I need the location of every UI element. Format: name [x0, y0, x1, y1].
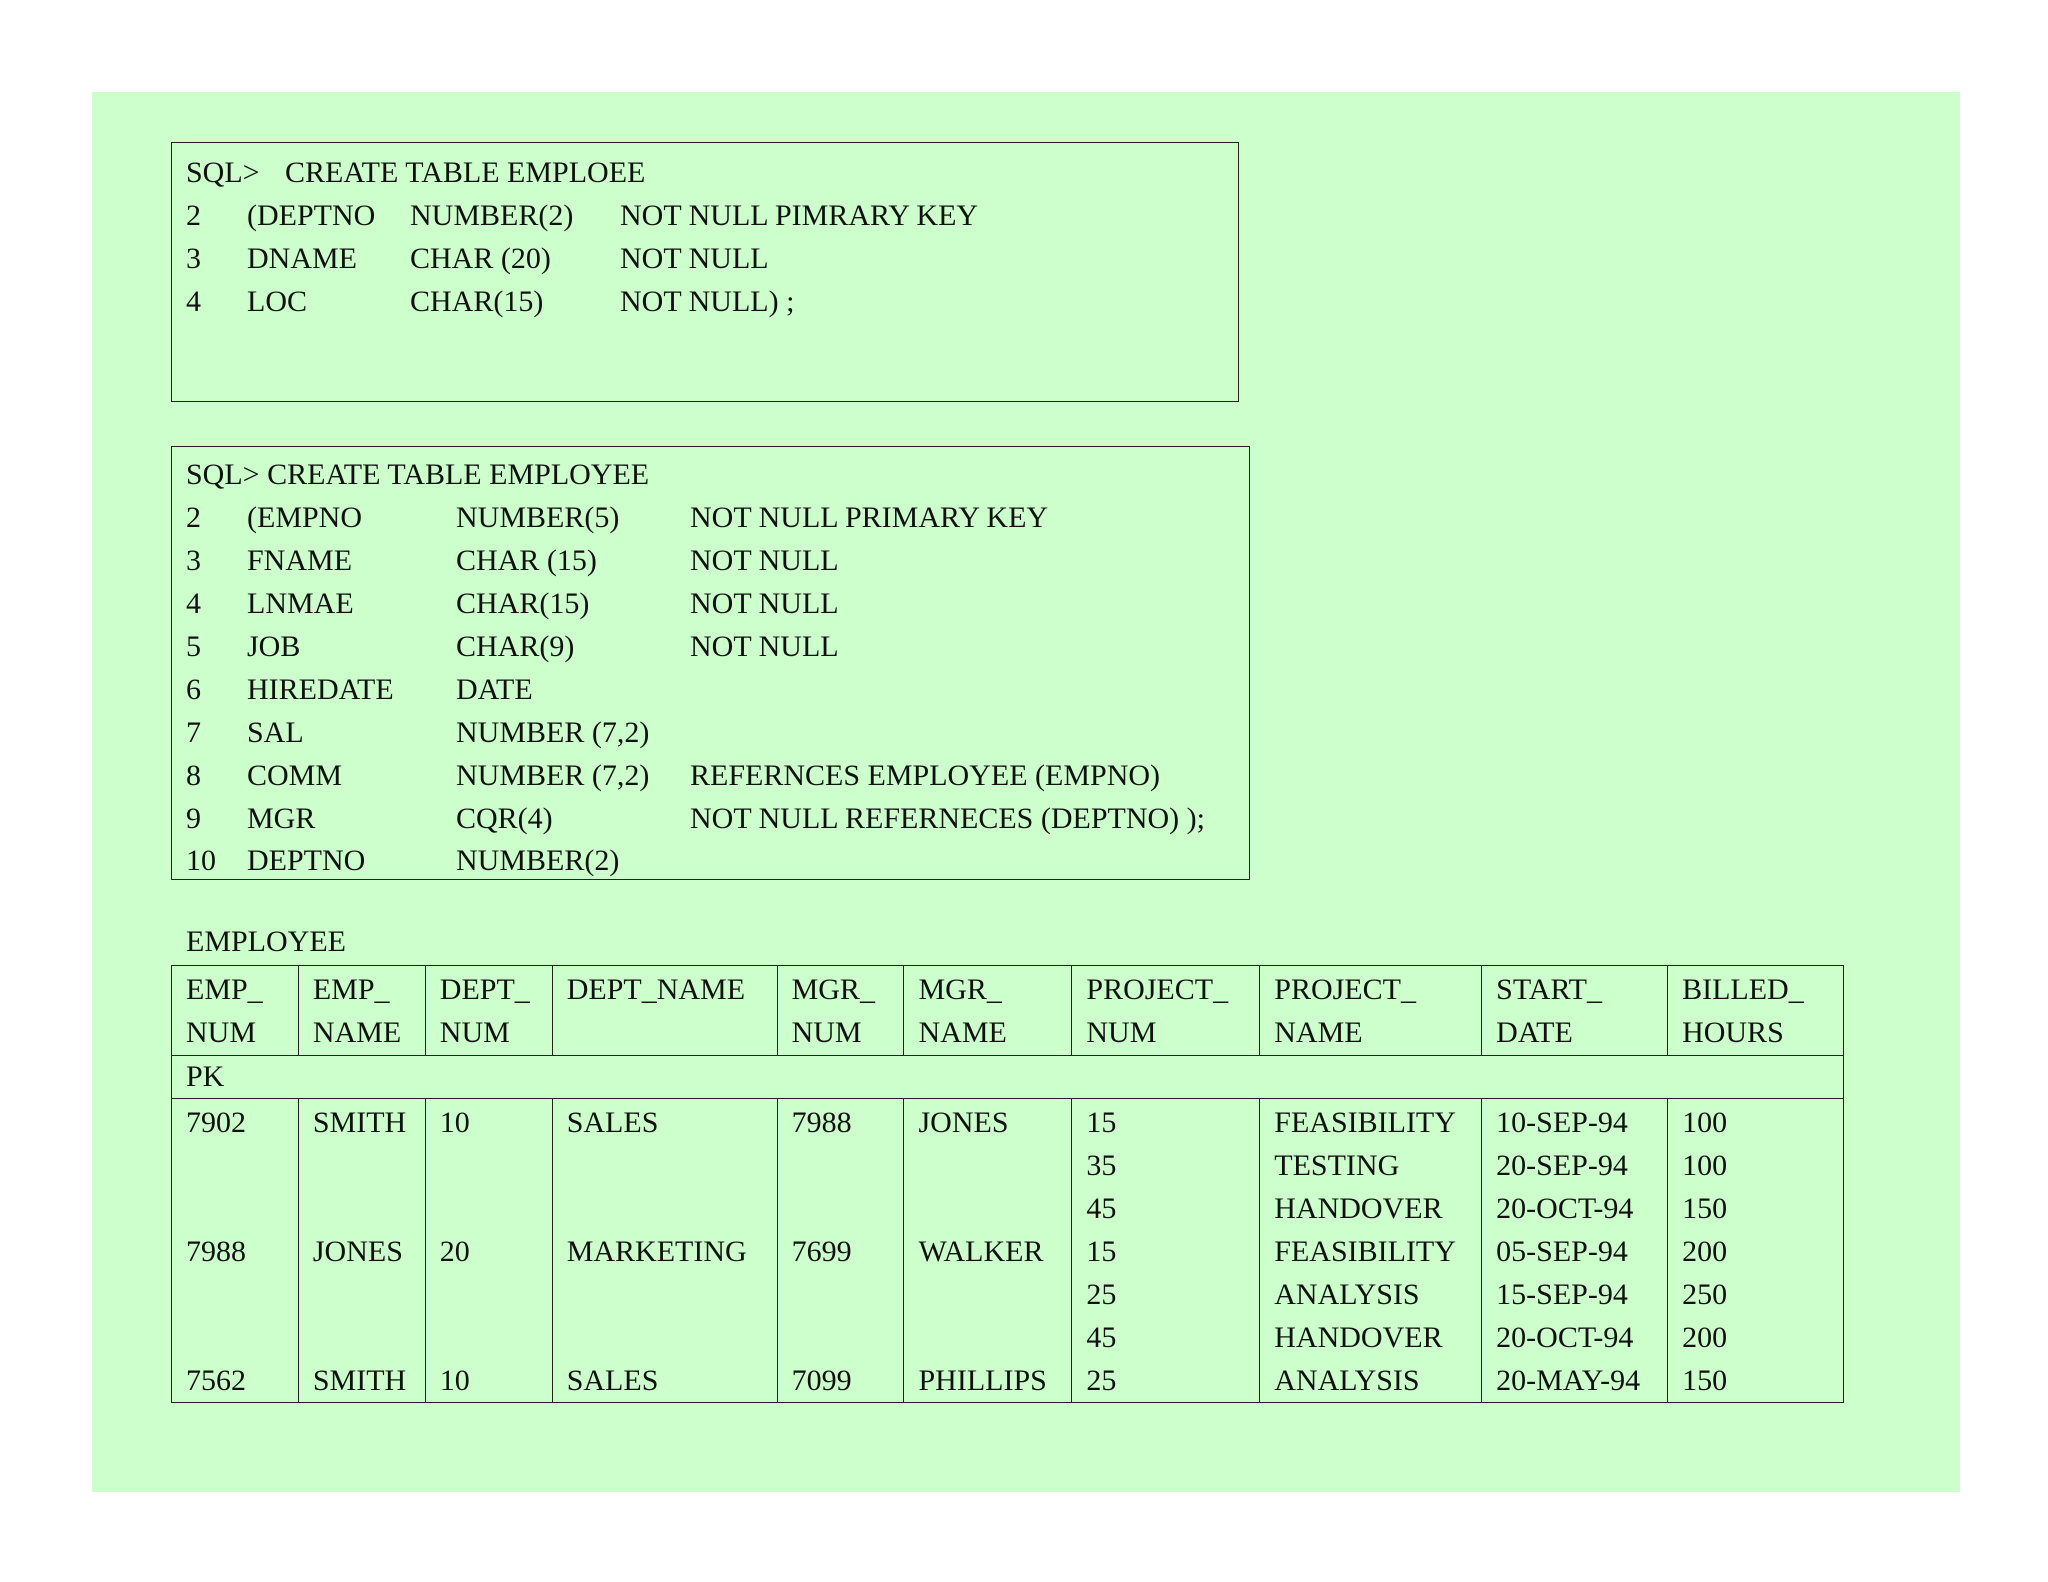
line-number: 6 — [186, 673, 201, 706]
header-emp-name: EMP_ NAME — [298, 966, 425, 1056]
column-name: MGR — [247, 802, 316, 835]
table-cell: 7699 — [777, 1230, 904, 1273]
line-number: 5 — [186, 630, 201, 663]
line-number: 2 — [186, 199, 201, 232]
table-row — [172, 1099, 1844, 1145]
column-constraint: NOT NULL — [690, 544, 839, 577]
column-constraint: NOT NULL PRIMARY KEY — [690, 501, 1049, 534]
table-cell: FEASIBILITY — [1260, 1230, 1482, 1273]
table-cell: 250 — [1668, 1273, 1844, 1316]
table-cell: 20-OCT-94 — [1482, 1316, 1668, 1359]
table-cell — [425, 1187, 552, 1230]
table-cell: PHILLIPS — [904, 1359, 1072, 1403]
column-type: NUMBER(2) — [410, 199, 574, 232]
table-row — [172, 1144, 1844, 1187]
sql1-prompt: SQL> — [186, 156, 260, 189]
table-row — [172, 1187, 1844, 1230]
table-cell — [298, 1316, 425, 1359]
line-number: 10 — [186, 844, 216, 877]
line-number: 4 — [186, 587, 201, 620]
column-constraint: NOT NULL — [690, 587, 839, 620]
table-cell: 20-SEP-94 — [1482, 1144, 1668, 1187]
table-row — [172, 1316, 1844, 1359]
column-type: CHAR(9) — [456, 630, 575, 663]
line-number: 2 — [186, 501, 201, 534]
table-cell — [777, 1316, 904, 1359]
column-constraint: NOT NULL PIMRARY KEY — [620, 199, 979, 232]
table-cell — [904, 1187, 1072, 1230]
table-cell — [425, 1316, 552, 1359]
table-cell: 15-SEP-94 — [1482, 1273, 1668, 1316]
table-cell — [552, 1316, 777, 1359]
header-start-date: START_ DATE — [1482, 966, 1668, 1056]
table-cell: 7988 — [777, 1099, 904, 1145]
column-name: (DEPTNO — [247, 199, 376, 232]
employee-rows — [172, 1099, 1844, 1403]
column-name: DNAME — [247, 242, 357, 275]
line-number: 3 — [186, 242, 201, 275]
table-cell — [298, 1144, 425, 1187]
table-cell: TESTING — [1260, 1144, 1482, 1187]
column-constraint: NOT NULL) ; — [620, 285, 795, 318]
table-cell: ANALYSIS — [1260, 1359, 1482, 1403]
table-cell — [425, 1273, 552, 1316]
table-cell: SMITH — [298, 1099, 425, 1145]
table-cell: 10 — [425, 1099, 552, 1145]
table-cell: 7988 — [172, 1230, 299, 1273]
column-name: COMM — [247, 759, 343, 792]
table-cell: 15 — [1072, 1099, 1260, 1145]
pk-row — [172, 1056, 1844, 1099]
column-name: (EMPNO — [247, 501, 363, 534]
employee-table-caption: EMPLOYEE — [186, 925, 346, 958]
table-cell: HANDOVER — [1260, 1316, 1482, 1359]
employee-table — [171, 965, 1844, 1403]
table-cell: 7902 — [172, 1099, 299, 1145]
column-constraint: NOT NULL — [690, 630, 839, 663]
line-number: 3 — [186, 544, 201, 577]
line-number: 8 — [186, 759, 201, 792]
sql-create-emploee-box — [171, 142, 1239, 402]
table-cell: FEASIBILITY — [1260, 1099, 1482, 1145]
header-project-name: PROJECT_ NAME — [1260, 966, 1482, 1056]
header-project-num: PROJECT_ NUM — [1072, 966, 1260, 1056]
table-cell: 25 — [1072, 1273, 1260, 1316]
table-cell — [777, 1273, 904, 1316]
table-cell — [298, 1273, 425, 1316]
table-cell — [552, 1144, 777, 1187]
column-name: JOB — [247, 630, 301, 663]
table-cell: 45 — [1072, 1316, 1260, 1359]
table-row — [172, 1359, 1844, 1403]
sql2-statement: SQL> CREATE TABLE EMPLOYEE — [186, 458, 650, 491]
column-constraint: REFERNCES EMPLOYEE (EMPNO) — [690, 759, 1161, 792]
table-cell — [904, 1316, 1072, 1359]
table-cell: 7562 — [172, 1359, 299, 1403]
table-cell: JONES — [298, 1230, 425, 1273]
column-name: LNMAE — [247, 587, 354, 620]
table-cell: 05-SEP-94 — [1482, 1230, 1668, 1273]
table-cell: 45 — [1072, 1187, 1260, 1230]
table-cell: 15 — [1072, 1230, 1260, 1273]
column-type: CHAR (15) — [456, 544, 597, 577]
table-cell: SALES — [552, 1099, 777, 1145]
table-cell: 150 — [1668, 1187, 1844, 1230]
table-cell — [172, 1273, 299, 1316]
table-cell — [904, 1273, 1072, 1316]
header-mgr-name: MGR_ NAME — [904, 966, 1072, 1056]
table-cell — [777, 1187, 904, 1230]
table-cell: 7099 — [777, 1359, 904, 1403]
table-cell — [904, 1144, 1072, 1187]
header-dept-num: DEPT_ NUM — [425, 966, 552, 1056]
column-type: CQR(4) — [456, 802, 553, 835]
column-type: CHAR (20) — [410, 242, 551, 275]
header-billed-hours: BILLED_ HOURS — [1668, 966, 1844, 1056]
sql-create-employee-box — [171, 446, 1250, 880]
table-cell: 20-OCT-94 — [1482, 1187, 1668, 1230]
table-cell: 25 — [1072, 1359, 1260, 1403]
header-dept-name: DEPT_NAME — [552, 966, 777, 1056]
column-type: NUMBER (7,2) — [456, 716, 650, 749]
table-cell: 200 — [1668, 1316, 1844, 1359]
table-cell — [425, 1144, 552, 1187]
pk-label: PK — [172, 1056, 1844, 1099]
table-cell — [777, 1144, 904, 1187]
table-cell: 10-SEP-94 — [1482, 1099, 1668, 1145]
table-cell: SMITH — [298, 1359, 425, 1403]
table-cell — [172, 1316, 299, 1359]
column-name: FNAME — [247, 544, 353, 577]
column-type: NUMBER (7,2) — [456, 759, 650, 792]
table-cell: WALKER — [904, 1230, 1072, 1273]
table-cell: MARKETING — [552, 1230, 777, 1273]
column-constraint: NOT NULL — [620, 242, 769, 275]
table-cell — [172, 1187, 299, 1230]
column-name: LOC — [247, 285, 307, 318]
column-name: DEPTNO — [247, 844, 366, 877]
table-cell: 100 — [1668, 1099, 1844, 1145]
sql1-statement: CREATE TABLE EMPLOEE — [285, 156, 646, 189]
table-cell: SALES — [552, 1359, 777, 1403]
table-cell: JONES — [904, 1099, 1072, 1145]
table-cell: ANALYSIS — [1260, 1273, 1482, 1316]
table-row — [172, 1230, 1844, 1273]
column-name: SAL — [247, 716, 304, 749]
table-cell: 20-MAY-94 — [1482, 1359, 1668, 1403]
line-number: 4 — [186, 285, 201, 318]
table-cell — [552, 1273, 777, 1316]
table-cell — [552, 1187, 777, 1230]
table-cell — [172, 1144, 299, 1187]
column-type: NUMBER(5) — [456, 501, 620, 534]
column-name: HIREDATE — [247, 673, 394, 706]
table-cell: 200 — [1668, 1230, 1844, 1273]
header-mgr-num: MGR_ NUM — [777, 966, 904, 1056]
table-cell: 35 — [1072, 1144, 1260, 1187]
table-cell: 10 — [425, 1359, 552, 1403]
line-number: 9 — [186, 802, 201, 835]
table-cell — [298, 1187, 425, 1230]
table-cell: 20 — [425, 1230, 552, 1273]
table-cell: HANDOVER — [1260, 1187, 1482, 1230]
column-constraint: NOT NULL REFERNECES (DEPTNO) ); — [690, 802, 1205, 835]
column-type: NUMBER(2) — [456, 844, 620, 877]
column-type: CHAR(15) — [456, 587, 590, 620]
table-cell: 150 — [1668, 1359, 1844, 1403]
column-type: DATE — [456, 673, 533, 706]
line-number: 7 — [186, 716, 201, 749]
table-cell: 100 — [1668, 1144, 1844, 1187]
header-emp-num: EMP_ NUM — [172, 966, 299, 1056]
slide-panel — [92, 92, 1960, 1492]
table-header-row — [172, 966, 1844, 1056]
table-row — [172, 1273, 1844, 1316]
column-type: CHAR(15) — [410, 285, 544, 318]
